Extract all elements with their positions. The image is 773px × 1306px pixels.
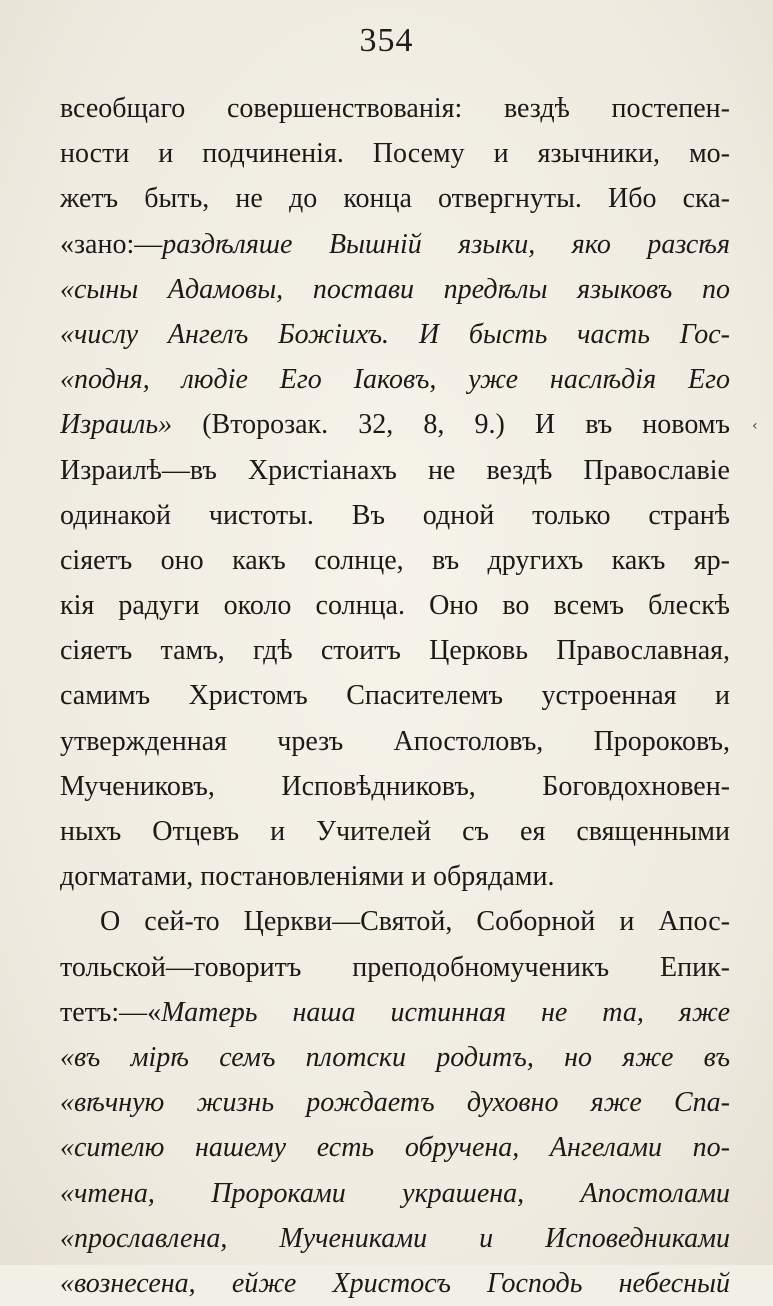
text-segment: одинакой чистоты. Въ одной только странѣ — [60, 499, 730, 531]
italic-quote-segment: «сыны Адамовы, постави предѣлы языковъ по — [60, 273, 730, 305]
text-line — [60, 448, 730, 493]
text-line — [60, 312, 730, 357]
text-segment: ности и подчиненія. Посему и язычники, мо- — [60, 138, 730, 170]
text-line — [60, 719, 730, 764]
text-segment: самимъ Христомъ Спасителемъ устроенная и — [60, 680, 730, 712]
italic-quote-segment: Израиль» — [60, 409, 203, 441]
italic-quote-segment: «сителю нашему есть обручена, Ангелами по- — [60, 1132, 730, 1164]
text-segment: (Второзак. 32, 8, 9.) И въ новомъ — [202, 409, 730, 441]
text-line — [60, 1216, 730, 1261]
text-segment: сіяетъ тамъ, гдѣ стоитъ Церковь Православная, — [60, 635, 730, 667]
text-segment: сіяетъ оно какъ солнце, въ другихъ какъ яр- — [60, 544, 730, 576]
italic-quote-segment: «числу Ангелъ Божіихъ. И бысть часть Гос- — [60, 318, 730, 350]
italic-quote-segment: Матерь наша истинная не та, яже — [161, 996, 730, 1028]
text-segment: всеобщаго совершенствованія: вездѣ постепен- — [60, 93, 730, 124]
text-line — [60, 493, 730, 538]
italic-quote-segment: раздѣляше Вышній языки, яко разсѣя — [162, 228, 730, 260]
text-line — [60, 899, 730, 944]
italic-quote-segment: «въ мірѣ семъ плотски родитъ, но яже въ — [60, 1041, 730, 1073]
text-line — [60, 131, 730, 176]
text-segment: ныхъ Отцевъ и Учителей съ ея священными — [60, 816, 730, 847]
text-line — [60, 357, 730, 402]
italic-quote-segment: «чтена, Пророками украшена, Апостолами — [60, 1177, 730, 1209]
text-line — [60, 809, 730, 854]
text-line — [60, 764, 730, 809]
text-segment: утвержденная чрезъ Апостоловъ, Пророковъ, — [60, 725, 730, 757]
text-segment: Мучениковъ, Исповѣдниковъ, Боговдохновен- — [60, 770, 730, 802]
text-segment: тольской—говоритъ преподобномученикъ Епик- — [60, 951, 730, 983]
text-line — [60, 854, 730, 899]
margin-mark: ‹ — [752, 418, 758, 434]
text-line — [60, 222, 730, 267]
text-line — [60, 1080, 730, 1125]
text-segment: О сей-то Церкви—Святой, Соборной и Апос- — [100, 906, 730, 938]
text-line — [60, 1125, 730, 1170]
text-line — [60, 176, 730, 221]
text-line — [60, 628, 730, 673]
italic-quote-segment: «вѣчную жизнь рождаетъ духовно яже Спа- — [60, 1087, 730, 1119]
text-segment: догматами, постановленіями и обрядами. — [60, 861, 555, 893]
text-line — [60, 1171, 730, 1216]
text-line — [60, 945, 730, 990]
text-line — [60, 1035, 730, 1080]
text-segment: кія радуги около солнца. Оно во всемъ блескѣ — [60, 590, 730, 622]
text-line — [60, 86, 730, 131]
text-line — [60, 583, 730, 628]
text-segment: «зано:— — [60, 228, 163, 260]
page-number: 354 — [359, 22, 414, 59]
text-line — [60, 538, 730, 583]
italic-quote-segment: «прославлена, Мучениками и Исповедниками — [60, 1222, 730, 1254]
italic-quote-segment: «вознесена, ейже Христосъ Господь небесный — [60, 1267, 730, 1299]
text-line — [60, 267, 730, 312]
text-segment: жетъ быть, не до конца отвергнуты. Ибо ска- — [60, 183, 730, 215]
text-line — [60, 990, 730, 1035]
text-segment: тетъ:—« — [60, 996, 162, 1028]
text-line — [60, 402, 730, 447]
text-segment: Израилѣ—въ Христіанахъ не вездѣ Православіе — [60, 454, 730, 486]
text-line — [60, 1261, 730, 1306]
italic-quote-segment: «подня, людіе Его Іаковъ, уже наслѣдія Его — [60, 364, 730, 396]
body-text — [60, 86, 730, 1306]
text-line — [60, 673, 730, 718]
